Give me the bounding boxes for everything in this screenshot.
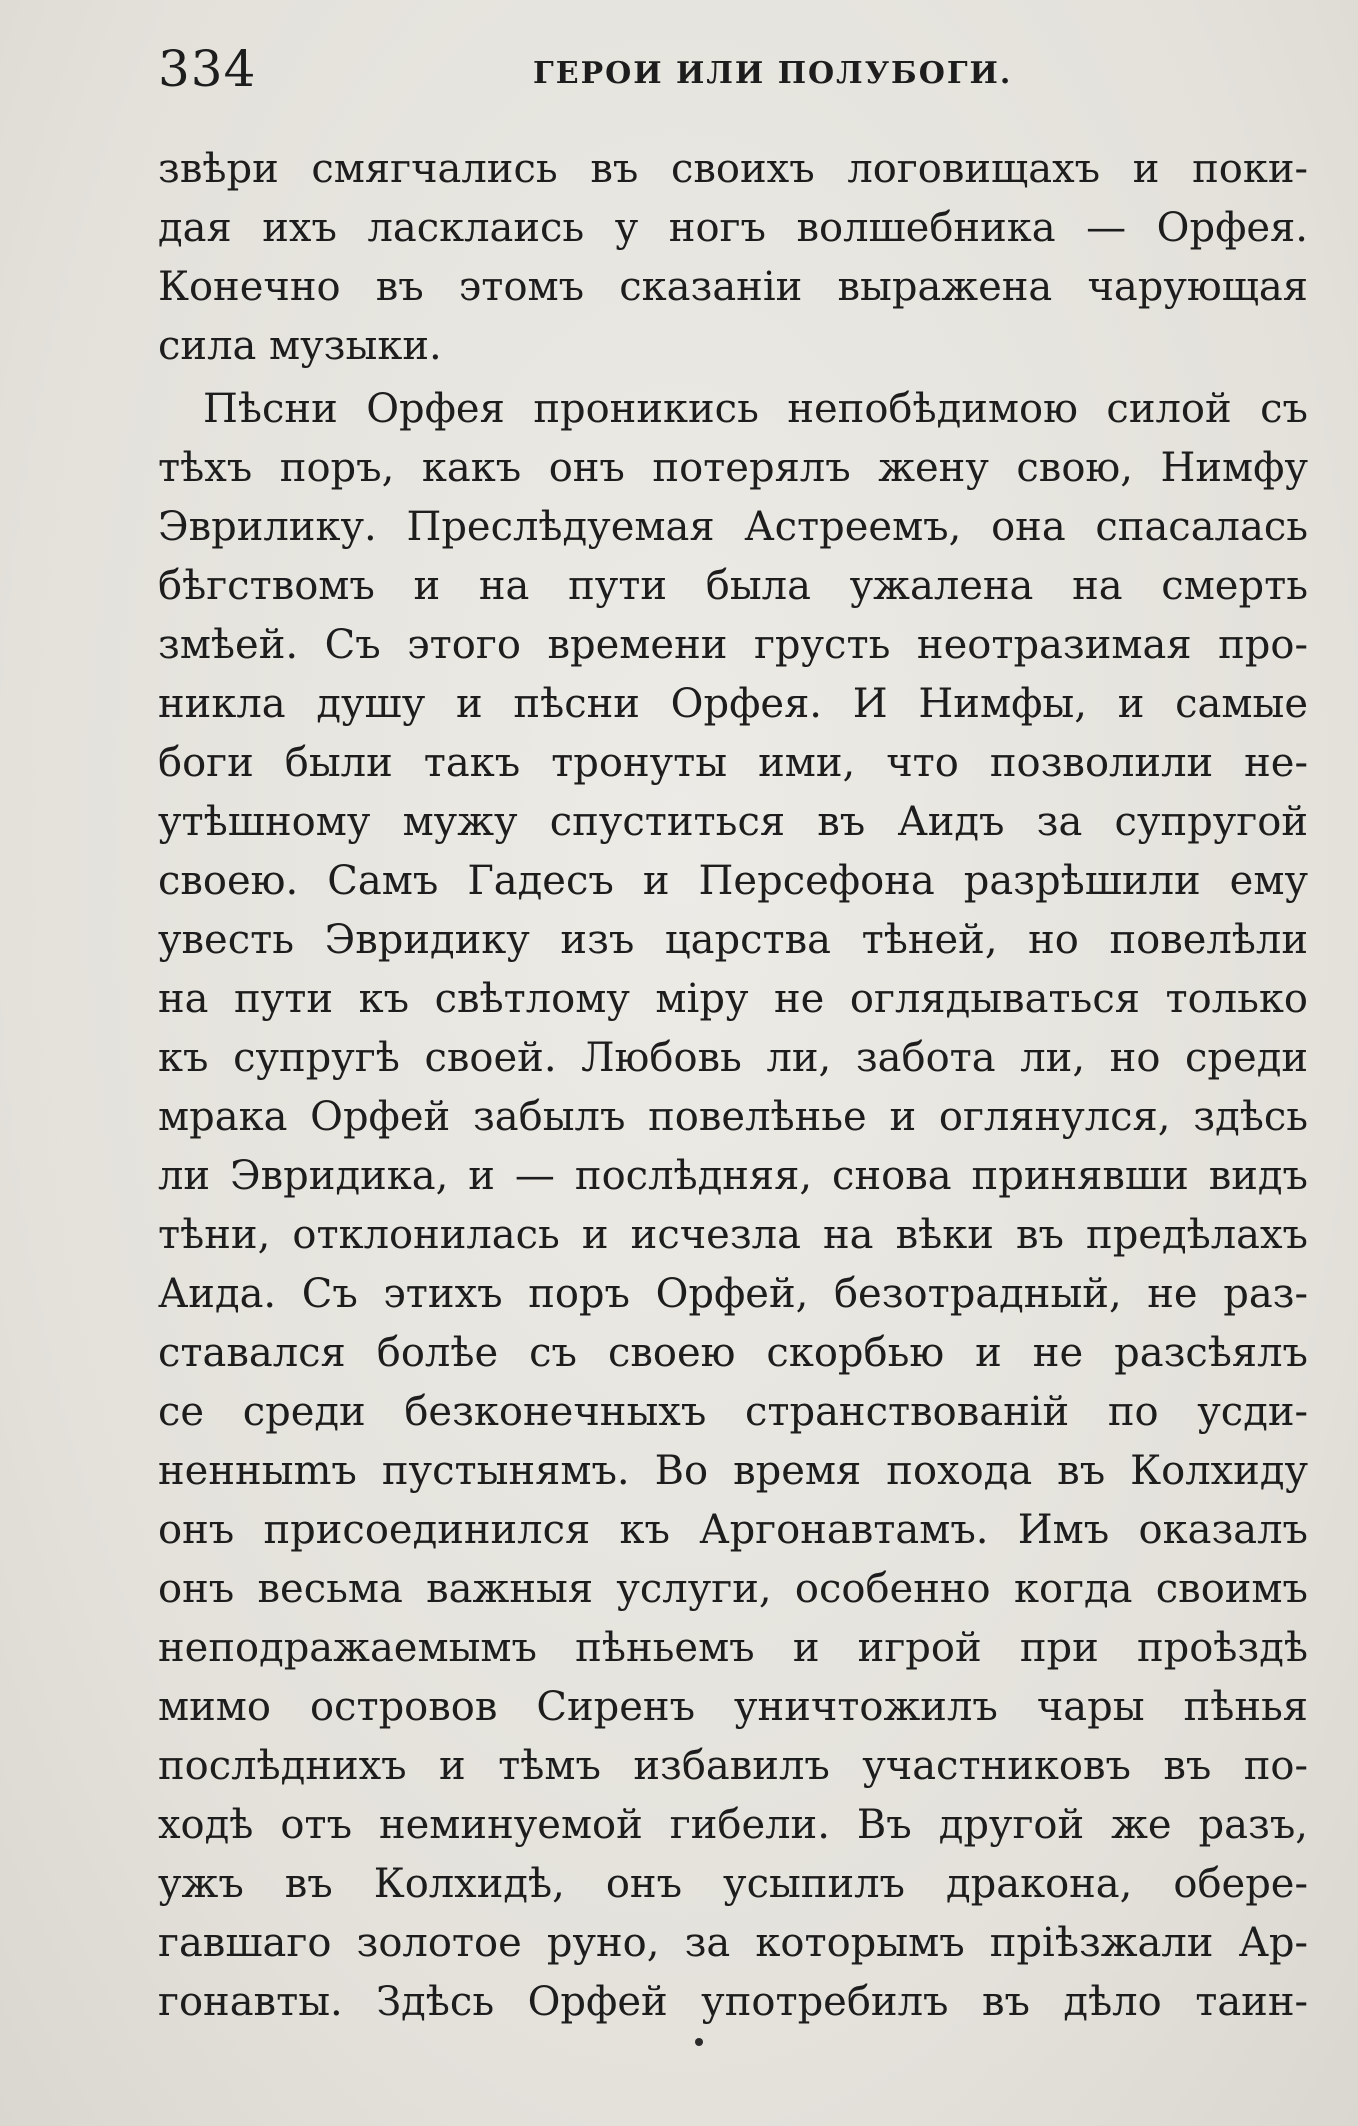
text-line: увесть Эвридику изъ царства тѣней, но повелѣли [158,917,1308,963]
body-text [158,140,1308,2032]
text-line: своею. Самъ Гадесъ и Персефона разрѣшили ему [158,858,1308,904]
running-title: ГЕРОИ ИЛИ ПОЛУБОГИ. [533,56,1013,91]
text-line: неподражаемымъ пѣньемъ и игрой при проѣздѣ [158,1625,1308,1671]
text-line: Пѣсни Орфея проникись непобѣдимою силой съ [203,386,1308,432]
text-line: онъ весьма важныя услуги, особенно когда своимъ [158,1566,1308,1612]
text-line: тѣни, отклонилась и исчезла на вѣки въ предѣлахъ [158,1212,1308,1258]
text-line: ужъ въ Колхидѣ, онъ усыпилъ дракона, обере- [158,1861,1308,1907]
text-line: се среди безконечныхъ странствованiй по усди- [158,1389,1308,1435]
text-line: мимо островов Сиренъ уничтожилъ чары пѣнья [158,1684,1308,1730]
page-number: 334 [158,40,257,98]
page-header [158,40,1308,100]
text-line: на пути къ свѣтлому мiру не оглядываться только [158,976,1308,1022]
text-line: ставался болѣе съ своею скорбью и не разсѣялъ [158,1330,1308,1376]
text-line: боги были такъ тронуты ими, что позволили не- [158,740,1308,786]
signature-mark [695,2038,703,2046]
text-line: ходѣ отъ неминуемой гибели. Въ другой же разъ, [158,1802,1308,1848]
text-line: Конечно въ этомъ сказанiи выражена чарующая [158,264,1308,310]
text-line: Эврилику. Преслѣдуемая Астреемъ, она спасалась [158,504,1308,550]
text-line: звѣри смягчались въ своихъ логовищахъ и поки- [158,146,1308,192]
text-line: бѣгствомъ и на пути была ужалена на смерть [158,563,1308,609]
text-line: никла душу и пѣсни Орфея. И Нимфы, и самые [158,681,1308,727]
text-line: гавшаго золотое руно, за которымъ прiѣзжали Ар- [158,1920,1308,1966]
text-line: Аида. Съ этихъ поръ Орфей, безотрадный, не раз- [158,1271,1308,1317]
text-line: ненныmъ пустынямъ. Во время похода въ Колхиду [158,1448,1308,1494]
text-line: тѣхъ поръ, какъ онъ потерялъ жену свою, Нимфу [158,445,1308,491]
text-line: гонавты. Здѣсь Орфей употребилъ въ дѣло таин- [158,1979,1308,2025]
text-line: дая ихъ ласклаись у ногъ волшебника — Орфея. [158,205,1308,251]
text-line: сила музыки. [158,323,442,369]
text-line: онъ присоединился къ Аргонавтамъ. Имъ оказалъ [158,1507,1308,1553]
text-line: утѣшному мужу спуститься въ Аидъ за супругой [158,799,1308,845]
text-line: послѣднихъ и тѣмъ избавилъ участниковъ въ по- [158,1743,1308,1789]
text-line: къ супругѣ своей. Любовь ли, забота ли, но среди [158,1035,1308,1081]
text-line: змѣей. Съ этого времени грусть неотразимая про- [158,622,1308,668]
text-line: мрака Орфей забылъ повелѣнье и оглянулся, здѣсь [158,1094,1308,1140]
text-line: ли Эвридика, и — послѣдняя, снова принявши видъ [158,1153,1308,1199]
